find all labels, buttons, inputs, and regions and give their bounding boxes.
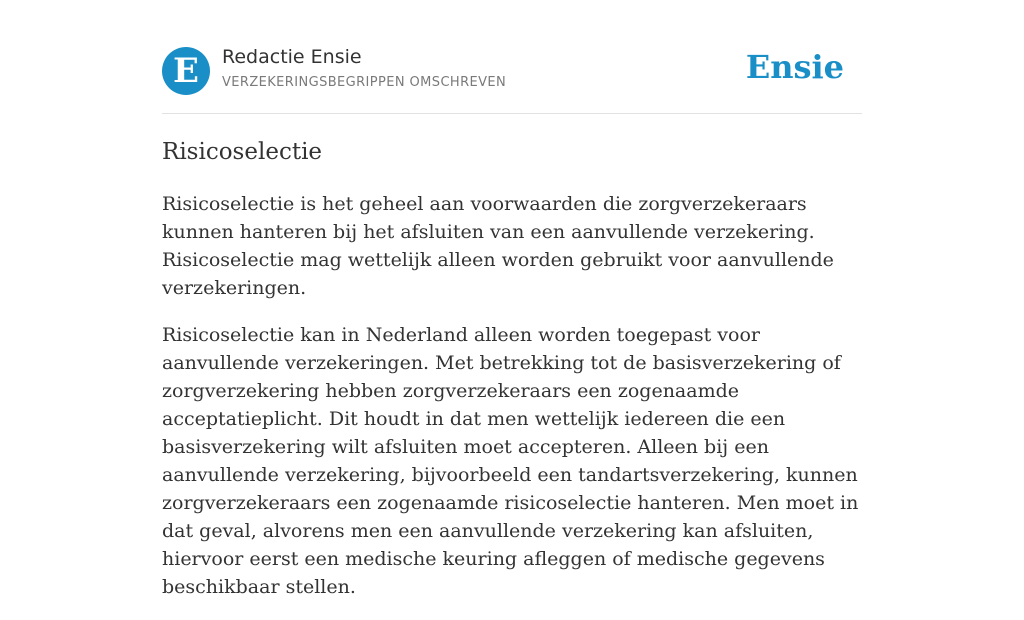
article-title: Risicoselectie <box>162 139 323 165</box>
author-subtitle: VERZEKERINGSBEGRIPPEN OMSCHREVEN <box>222 75 507 90</box>
author-name[interactable]: Redactie Ensie <box>222 46 362 68</box>
ensie-logo-icon[interactable]: E <box>162 47 210 95</box>
article-paragraph: Risicoselectie is het geheel aan voorwaarden die zorgverzekeraars kunnen hanteren bij het afsluiten van een aanvullende verzekering. Risicoselectie mag wettelijk alleen worden gebruikt voor aanvullende verzekeringen. <box>162 193 834 299</box>
article-paragraph: Risicoselectie kan in Nederland alleen worden toegepast voor aanvullende verzekeringen. Met betrekking tot de basisverzekering of zorgverzekering hebben zorgverzekeraars een zogenaamde acceptatieplicht. Dit houdt in dat men wettelijk iedereen die een basisverzekering wilt afsluiten moet accepteren. Alleen bij een aanvullende verzekering, bijvoorbeeld een tandartsverzekering, kunnen zorgverzekeraars een zogenaamde risicoselectie hanteren. Men moet in dat geval, alvorens men een aanvullende verzekering kan afsluiten, hiervoor eerst een medische keuring afleggen of medische gegevens beschikbaar stellen. <box>162 324 859 598</box>
article-body <box>162 190 862 620</box>
brand-logo[interactable]: Ensie <box>745 48 844 86</box>
header-divider <box>162 113 862 114</box>
header <box>162 46 862 96</box>
